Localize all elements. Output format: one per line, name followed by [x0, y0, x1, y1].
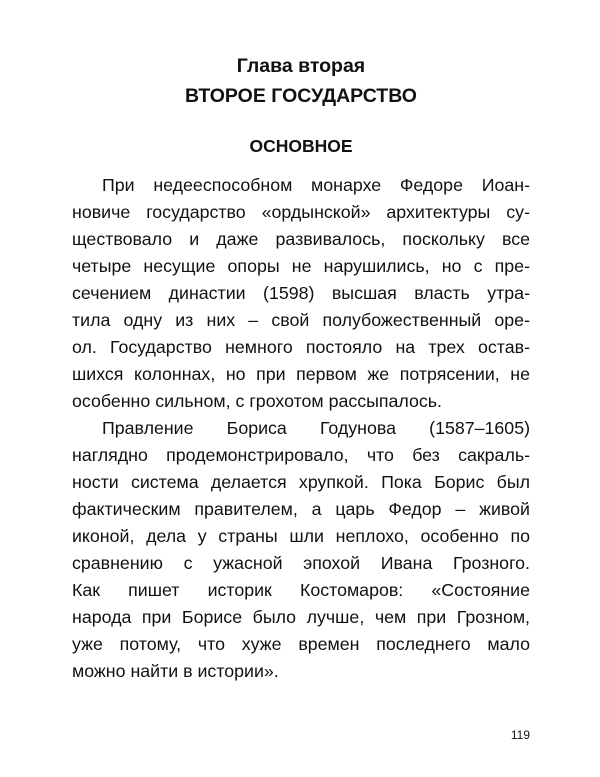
text-line: ол. Государство немного постояло на трех остав- [72, 337, 530, 357]
text-line: новиче государство «ордынской» архитектуры су- [72, 202, 530, 222]
text-line: шихся колоннах, но при первом же потрясении, не [72, 364, 530, 384]
paragraph-1 [72, 172, 530, 415]
text-line: тила одну из них – свой полубожественный орe- [72, 310, 530, 330]
text-line: ности система делается хрупкой. Пока Борис был [72, 472, 530, 492]
page-number: 119 [510, 728, 530, 742]
section-heading: ОСНОВНОЕ [249, 136, 353, 156]
text-line: можно найти в истории». [72, 661, 279, 681]
text-line: уже потому, что хуже времен последнего мало [72, 634, 530, 654]
chapter-title: ВТОРОЕ ГОСУДАРСТВО [185, 85, 417, 107]
paragraph-2 [72, 415, 530, 685]
text-line: иконой, дела у страны шли неплохо, особенно по [72, 526, 530, 546]
text-line: четыре несущие опоры не нарушились, но с пре- [72, 256, 530, 276]
text-line: ществовало и даже развивалось, поскольку все [72, 229, 530, 249]
chapter-label: Глава вторая [236, 55, 366, 77]
text-line: Как пишет историк Костомаров: «Состояние [72, 580, 530, 600]
text-line: особенно сильном, с грохотом рассыпалось. [72, 391, 442, 411]
page-body [72, 52, 530, 685]
text-line: сравнению с ужасной эпохой Ивана Грозного. [72, 553, 530, 573]
text-line: Правление Бориса Годунова (1587–1605) [102, 418, 530, 438]
text-line: При недееспособном монархе Федоре Иоан- [102, 175, 530, 195]
text-line: сечением династии (1598) высшая власть утра- [72, 283, 530, 303]
text-line: наглядно продемонстрировало, что без сакраль- [72, 445, 530, 465]
text-line: народа при Борисе было лучше, чем при Грозном, [72, 607, 530, 627]
text-line: фактическим правителем, а царь Федор – живой [72, 499, 530, 519]
